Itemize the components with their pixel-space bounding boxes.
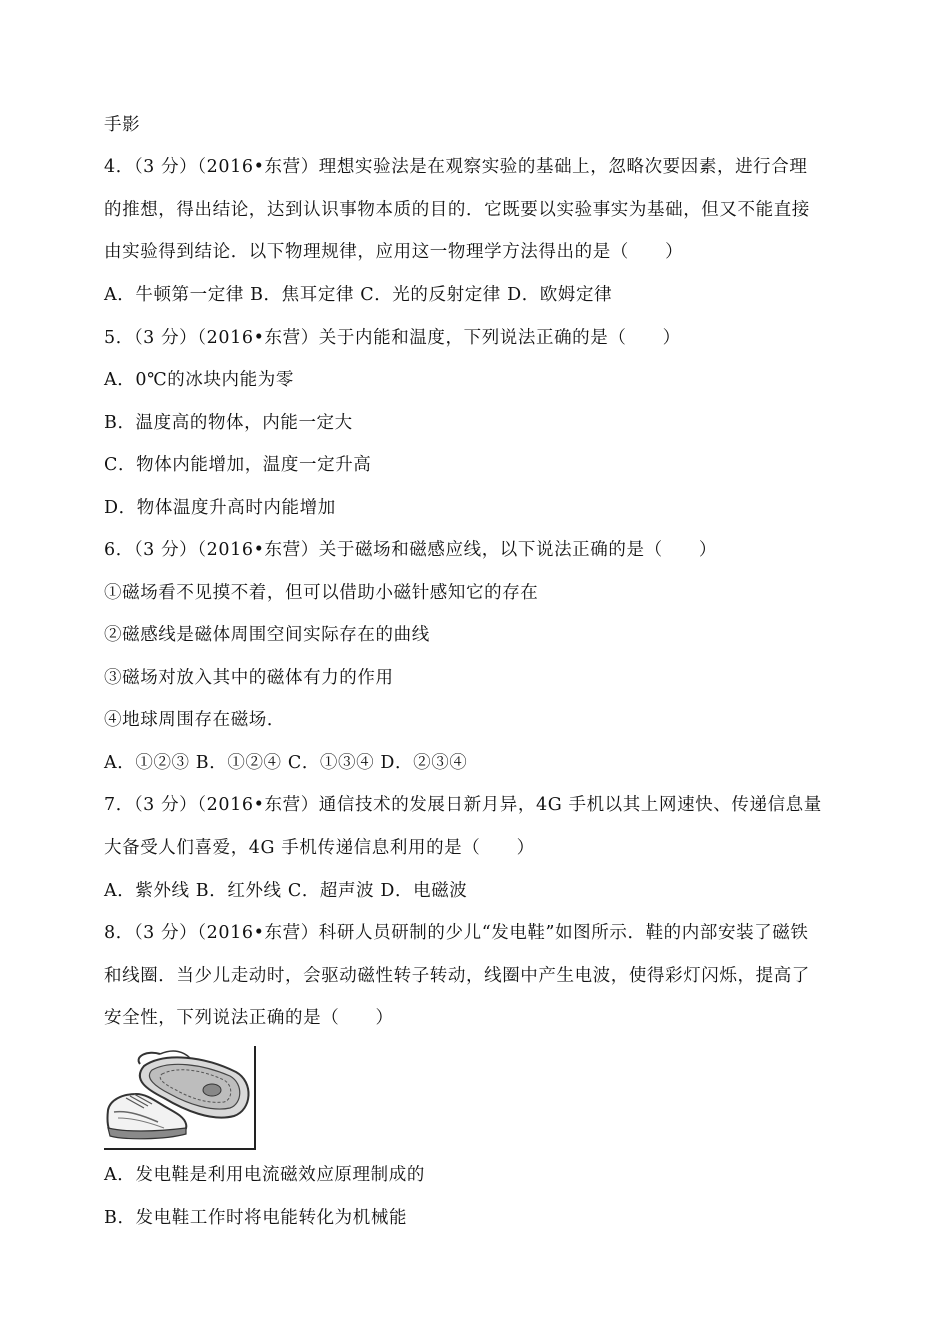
question-6-statement-2: ②磁感线是磁体周围空间实际存在的曲线 <box>104 625 430 645</box>
question-6-statement-4: ④地球周围存在磁场． <box>104 710 285 730</box>
question-8-stem-line-1: 8．（3 分）（2016•东营）科研人员研制的少儿“发电鞋”如图所示．鞋的内部安装了磁铁 <box>104 923 809 943</box>
shoe-figure <box>104 1046 256 1150</box>
question-5-option-c: C．物体内能增加，温度一定升高 <box>104 455 372 475</box>
question-8-stem-line-2: 和线圈．当少儿走动时，会驱动磁性转子转动，线圈中产生电波，使得彩灯闪烁，提高了 <box>104 966 810 986</box>
shoe-illustration-icon <box>104 1046 254 1148</box>
question-4-options: A．牛顿第一定律 B．焦耳定律 C．光的反射定律 D．欧姆定律 <box>104 285 613 305</box>
question-4-stem-line-2: 的推想，得出结论，达到认识事物本质的目的．它既要以实验事实为基础，但又不能直接 <box>104 200 810 220</box>
question-4-stem-line-1: 4．（3 分）（2016•东营）理想实验法是在观察实验的基础上，忽略次要因素，进行合理 <box>104 157 808 177</box>
text-line-continuation: 手影 <box>104 115 141 135</box>
question-6-options: A．①②③ B．①②④ C．①③④ D．②③④ <box>104 753 468 773</box>
question-5-option-b: B．温度高的物体，内能一定大 <box>104 413 353 433</box>
question-5-option-d: D．物体温度升高时内能增加 <box>104 498 336 518</box>
question-7-stem-line-2: 大备受人们喜爱，4G 手机传递信息利用的是（ ） <box>104 838 535 858</box>
figure-frame-bottom <box>104 1148 256 1150</box>
figure-frame-right <box>254 1046 256 1150</box>
question-6-statement-3: ③磁场对放入其中的磁体有力的作用 <box>104 668 394 688</box>
question-6-statement-1: ①磁场看不见摸不着，但可以借助小磁针感知它的存在 <box>104 583 539 603</box>
question-5-stem: 5．（3 分）（2016•东营）关于内能和温度，下列说法正确的是（ ） <box>104 328 681 348</box>
question-6-stem: 6．（3 分）（2016•东营）关于磁场和磁感应线，以下说法正确的是（ ） <box>104 540 717 560</box>
question-7-options: A．紫外线 B．红外线 C．超声波 D．电磁波 <box>104 881 468 901</box>
question-4-stem-line-3: 由实验得到结论．以下物理规律，应用这一物理学方法得出的是（ ） <box>104 242 684 262</box>
question-8-stem-line-3: 安全性，下列说法正确的是（ ） <box>104 1008 394 1028</box>
question-5-option-a: A．0℃的冰块内能为零 <box>104 370 294 390</box>
question-7-stem-line-1: 7．（3 分）（2016•东营）通信技术的发展日新月异，4G 手机以其上网速快、传递信息量 <box>104 795 822 815</box>
question-8-option-a: A．发电鞋是利用电流磁效应原理制成的 <box>104 1165 425 1185</box>
question-8-option-b: B．发电鞋工作时将电能转化为机械能 <box>104 1208 408 1228</box>
